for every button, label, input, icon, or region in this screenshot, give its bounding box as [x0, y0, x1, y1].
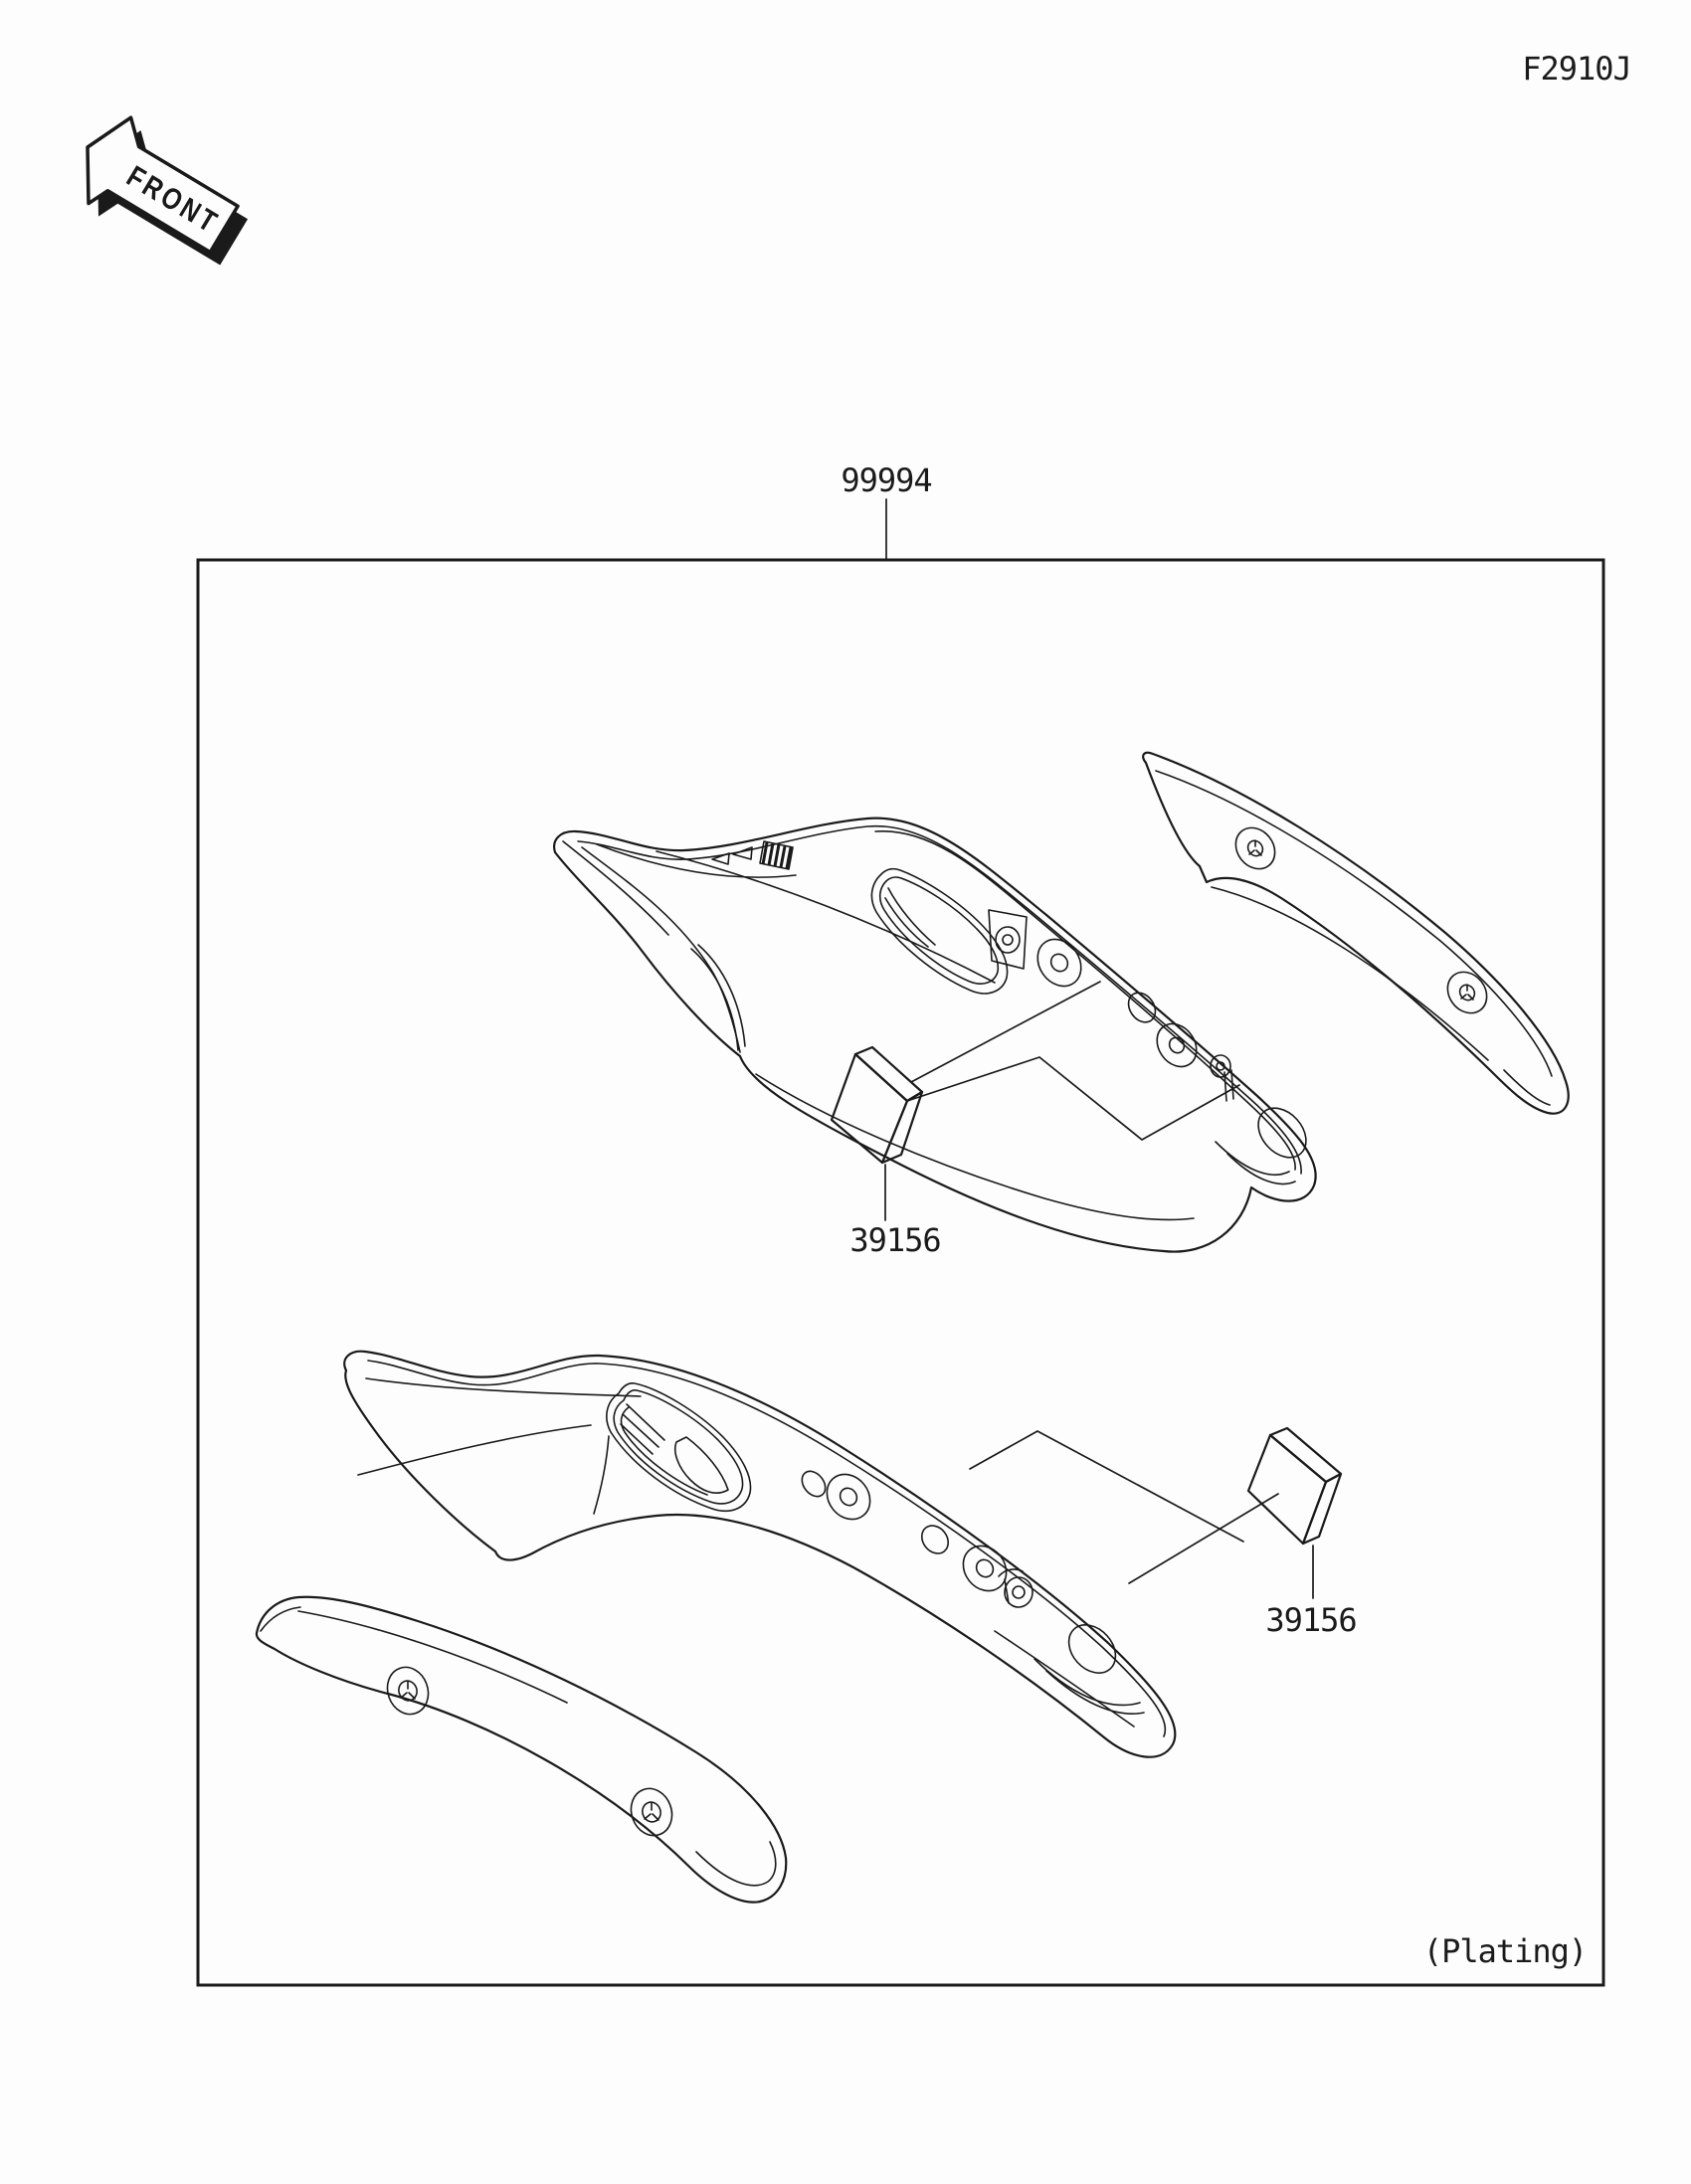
front-direction-marker — [63, 106, 259, 283]
part-bottom-cover-strip — [257, 1597, 786, 1903]
pad-bottom — [1248, 1428, 1341, 1544]
part-number-39156-top: 39156 — [849, 1221, 941, 1259]
plating-note: (Plating) — [1422, 1932, 1588, 1970]
pad-top — [832, 1047, 922, 1163]
front-arrow-label: FRONT — [120, 159, 244, 252]
leader-lines-top-pad — [885, 982, 1239, 1220]
page-code: F2910J — [1522, 50, 1631, 88]
part-bottom-fender-trim — [344, 1352, 1175, 1757]
assembly-boundary-box — [198, 560, 1603, 1985]
part-number-39156-bottom: 39156 — [1265, 1601, 1357, 1639]
part-top-fender-trim — [554, 819, 1316, 1252]
part-top-cover-strip — [1143, 753, 1569, 1114]
part-number-99994: 99994 — [841, 461, 932, 499]
